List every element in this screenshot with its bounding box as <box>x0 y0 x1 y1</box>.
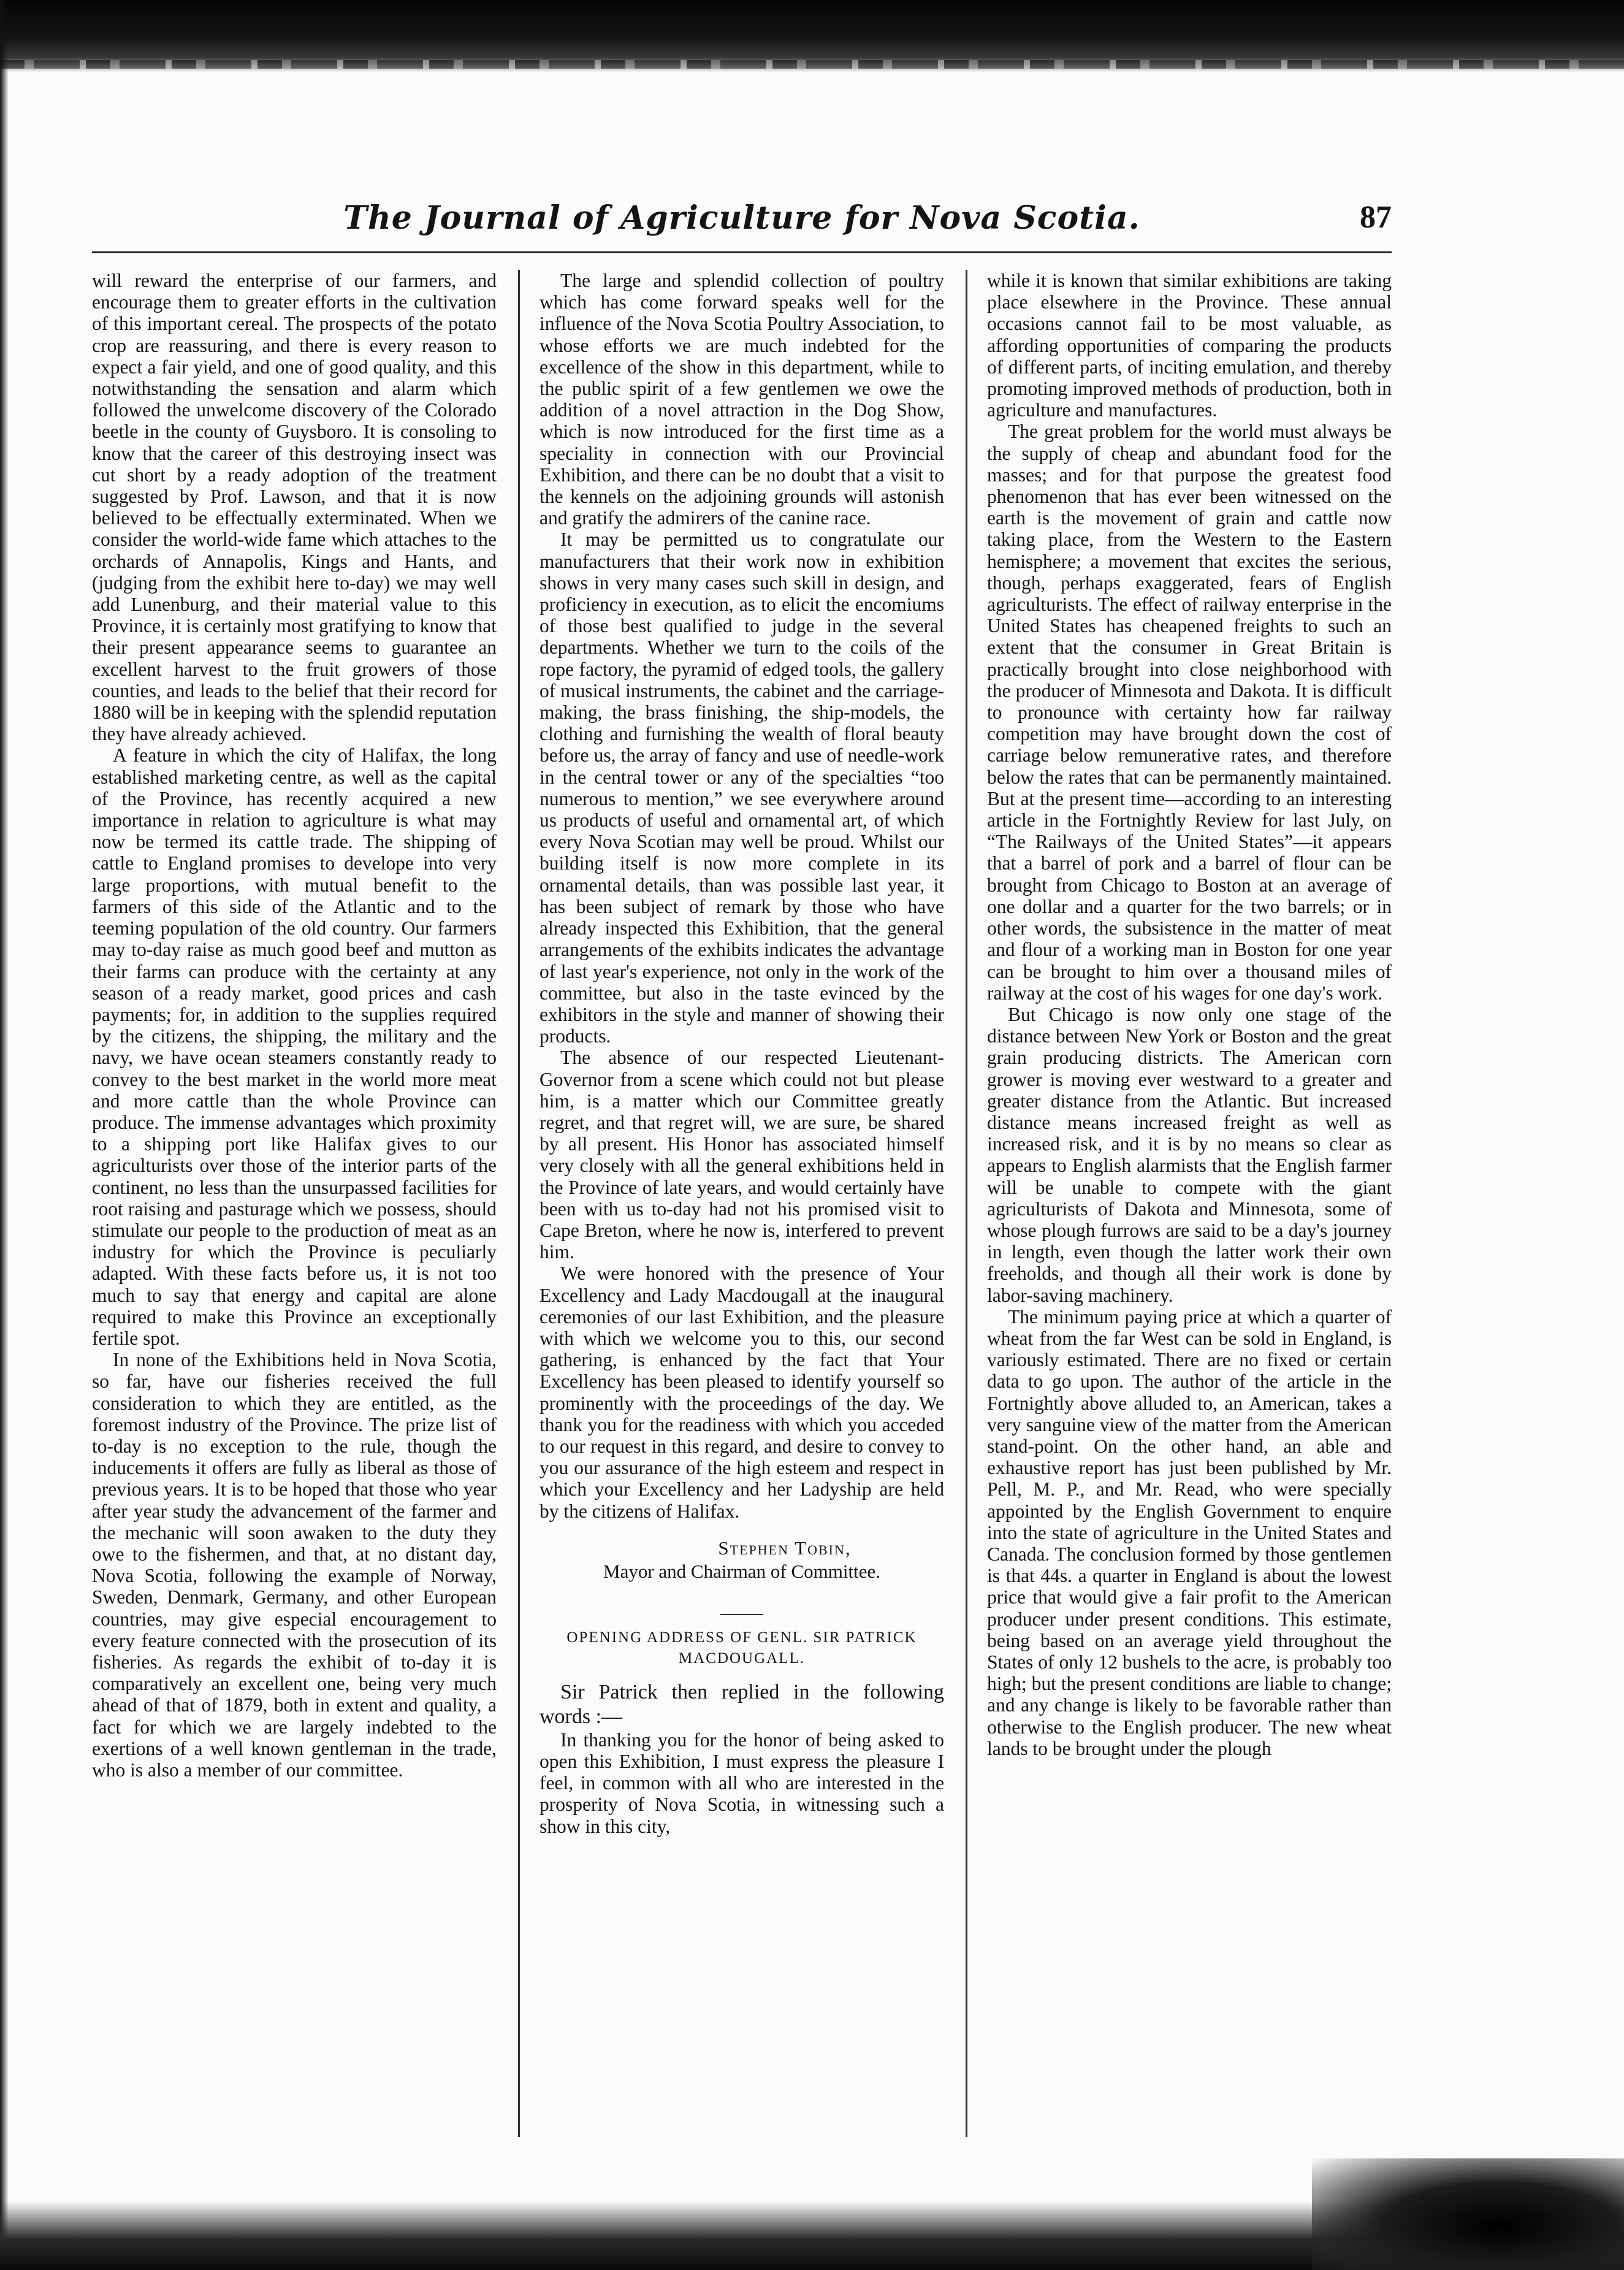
column-left <box>92 270 497 2137</box>
paragraph: while it is known that similar exhibitions are taking place elsewhere in the Province. These annual occasions cannot fail to be most valuable, as affording opportunities of comparing the products of different parts, of inciting emulation, and thereby promoting improved methods of production, both in agriculture and manufactures. <box>987 270 1392 421</box>
page-number: 87 <box>1360 200 1392 235</box>
paragraph: But Chicago is now only one stage of the distance between New York or Boston and the great grain producing districts. The American corn grower is moving ever westward to a greater and greater distance from the Atlantic. But increased distance means increased freight as well as increased risk, and it is by no means so clear as appears to English alarmists that the English farmer will be unable to compete with the giant agriculturists of Dakota and Minnesota, some of whose plough furrows are said to be a day's journey in length, even though the latter work their own freeholds, and though all their work is done by labor-saving machinery. <box>987 1003 1392 1306</box>
header-rule <box>92 251 1392 253</box>
scan-left-edge <box>0 0 9 2270</box>
scan-top-border <box>0 0 1624 72</box>
paragraph: It may be permitted us to congratulate our manufacturers that their work now in exhibition shows in very many cases such skill in design, and proficiency in execution, as to elicit the encomiums of those best qualified to judge in the several departments. Whether we turn to the coils of the rope factory, the pyramid of edged tools, the gallery of musical instruments, the cabinet and the carriage-making, the brass finishing, the ship-models, the clothing and furnishing the wealth of floral beauty before us, the array of fancy and use of needle-work in the central tower or any of the specialties “too numerous to mention,” we see everywhere around us products of useful and ornamental art, of which every Nova Scotian may well be proud. Whilst our building itself is now more complete in its ornamental details, than was possible last year, it has been subject of remark by those who have already inspected this Exhibition, that the general arrangements of the exhibits indicates the advantage of last year's experience, not only in the work of the committee, but also in the taste evinced by the exhibitors in the style and manner of showing their products. <box>539 529 944 1047</box>
signature-name: Stephen Tobin, <box>718 1537 852 1559</box>
paragraph: will reward the enterprise of our farmers, and encourage them to greater efforts in the cultivation of this important cereal. The prospects of the potato crop are reassuring, and there is every reason to expect a fair yield, and one of good quality, and this notwithstanding the sensation and alarm which followed the unwelcome discovery of the Colorado beetle in the county of Guysboro. It is consoling to know that the career of this destroying insect was cut short by a ready adoption of the treatment suggested by Prof. Lawson, and that it is now believed to be effectually exterminated. When we consider the world-wide fame which attaches to the orchards of Annapolis, Kings and Hants, and (judging from the exhibit here to-day) we may well add Lunenburg, and their material value to this Province, it is certainly most gratifying to know that their present appearance seems to guarantee an excellent harvest to the fruit growers of those counties, and leads to the belief that their record for 1880 will be in keeping with the splendid reputation they have already achieved. <box>92 270 497 745</box>
column-middle <box>539 270 944 2137</box>
paragraph: The large and splendid collection of poultry which has come forward speaks well for the influence of the Nova Scotia Poultry Association, to whose efforts we are much indebted for the excellence of the show in this department, while to the public spirit of a few gentlemen we owe the addition of a novel attraction in the Dog Show, which is now introduced for the first time as a speciality in connection with our Provincial Exhibition, and there can be no doubt that a visit to the kennels on the adjoining grounds will astonish and gratify the admirers of the canine race. <box>539 270 944 529</box>
paragraph: In thanking you for the honor of being asked to open this Exhibition, I must express the pleasure I feel, in common with all who are interested in the prosperity of Nova Scotia, in witnessing such a show in this city, <box>539 1729 944 1837</box>
paragraph: A feature in which the city of Halifax, the long established marketing centre, as well as the capital of the Province, has recently acquired a new importance in relation to agriculture is what may now be termed its cattle trade. The shipping of cattle to England promises to develope into very large proportions, with mutual benefit to the farmers of this side of the Atlantic and to the teeming population of the old country. Our farmers may to-day raise as much good beef and mutton as their farms can produce with the certainty at any season of a ready market, good prices and cash payments; for, in addition to the supplies required by the citizens, the shipping, the military and the navy, we have ocean steamers constantly ready to convey to the best market in the world more meat and more cattle than the whole Province can produce. The immense advantages which proximity to a shipping port like Halifax gives to our agriculturists over those of the interior parts of the continent, no less than the unsurpassed facilities for root raising and pasturage which we possess, should stimulate our people to the production of meat as an industry for which the Province is peculiarly adapted. With these facts before us, it is not too much to say that energy and capital are alone required to make this Province an exceptionally fertile spot. <box>92 744 497 1349</box>
scan-ink-blotch <box>1312 2158 1624 2270</box>
page-header <box>92 199 1392 248</box>
paragraph: The absence of our respected Lieutenant-Governor from a scene which could not but please him, is a matter which our Committee greatly regret, and that regret will, we are sure, be shared by all present. His Honor has associated himself very closely with all the general exhibitions held in the Province of late years, and would certainly have been with us to-day had not his promised visit to Cape Breton, where he now is, interfered to prevent him. <box>539 1047 944 1263</box>
signature-block <box>539 1537 944 1583</box>
column-divider <box>966 270 967 2137</box>
heading-rule <box>720 1614 763 1615</box>
paragraph: The minimum paying price at which a quarter of wheat from the far West can be sold in England, is variously estimated. There are no fixed or certain data to go upon. The author of the article in the Fortnightly above alluded to, an American, takes a very sanguine view of the matter from the American stand-point. On the other hand, an able and exhaustive report has just been published by Mr. Pell, M. P., and Mr. Read, who were specially appointed by the English Government to enquire into the state of agriculture in the United States and Canada. The conclusion formed by those gentlemen is that 44s. a quarter in England is about the lowest price that would give a fair profit to the American producer under present conditions. This estimate, being based on an average yield throughout the States of only 12 bushels to the acre, is probably too high; but the present conditions are liable to change; and any change is likely to be favorable rather than otherwise to the English producer. The new wheat lands to be brought under the plough <box>987 1305 1392 1759</box>
paragraph: Sir Patrick then replied in the following words :— <box>539 1680 944 1728</box>
paragraph: The great problem for the world must always be the supply of cheap and abundant food for the masses; and for that purpose the greatest food phenomenon that has ever been witnessed on the earth is the movement of grain and cattle now taking place, from the Western to the Eastern hemisphere; a movement that excites the serious, though, perhaps exaggerated, fears of English agriculturists. The effect of railway enterprise in the United States has cheapened freights to such an extent that the consumer in Great Britain is practically brought into close neighborhood with the producer of Minnesota and Dakota. It is difficult to pronounce with certainty how far railway competition may have brought down the cost of carriage below remunerative rates, and therefore below the rates that can be permanently maintained. But at the present time—according to an interesting article in the Fortnightly Review for last July, on “The Railways of the United States”—it appears that a barrel of pork and a barrel of flour can be brought from Chicago to Boston at an average of one dollar and a quarter for the two barrels; or in other words, the subsistence in the matter of meat and flour of a working man in Boston for one year can be brought to him over a thousand miles of railway at the cost of his wages for one day's work. <box>987 421 1392 1004</box>
column-right <box>987 270 1392 2137</box>
paragraph: In none of the Exhibitions held in Nova Scotia, so far, have our fisheries received the full consideration to which they are entitled, as the foremost industry of the Province. The prize list of to-day is no exception to the rule, though the inducements it offers are fully as liberal as those of previous years. It is to be hoped that those who year after year study the advancement of the farmer and the mechanic will soon awaken to the duty they owe to the fishermen, and that, at no distant day, Nova Scotia, following the example of Norway, Sweden, Denmark, Germany, and other European countries, may give especial encouragement to every feature connected with the prosecution of its fisheries. As regards the exhibit of to-day it is comparatively an excellent one, being very much ahead of that of 1879, both in extent and quality, a fact for which we are largely indebted to the exertions of a well known gentleman in the trade, who is also a member of our committee. <box>92 1349 497 1781</box>
article-columns <box>92 270 1392 2137</box>
section-heading <box>539 1614 944 1669</box>
paragraph: We were honored with the presence of Your Excellency and Lady Macdougall at the inaugural ceremonies of our last Exhibition, and the pleasure with which we welcome you to this, our second gathering, is enhanced by the fact that Your Excellency has been pleased to identify yourself so prominently with the proceedings of the day. We thank you for the readiness with which you acceded to our request in this regard, and desire to convey to you our assurance of the high esteem and respect in which your Excellency and her Ladyship are held by the citizens of Halifax. <box>539 1263 944 1522</box>
signature-title: Mayor and Chairman of Committee. <box>603 1560 880 1582</box>
running-title: The Journal of Agriculture for Nova Scotia. <box>343 199 1140 237</box>
column-divider <box>518 270 520 2137</box>
section-heading-text: OPENING ADDRESS OF GENL. SIR PATRICK MACDOUGALL. <box>566 1629 917 1667</box>
